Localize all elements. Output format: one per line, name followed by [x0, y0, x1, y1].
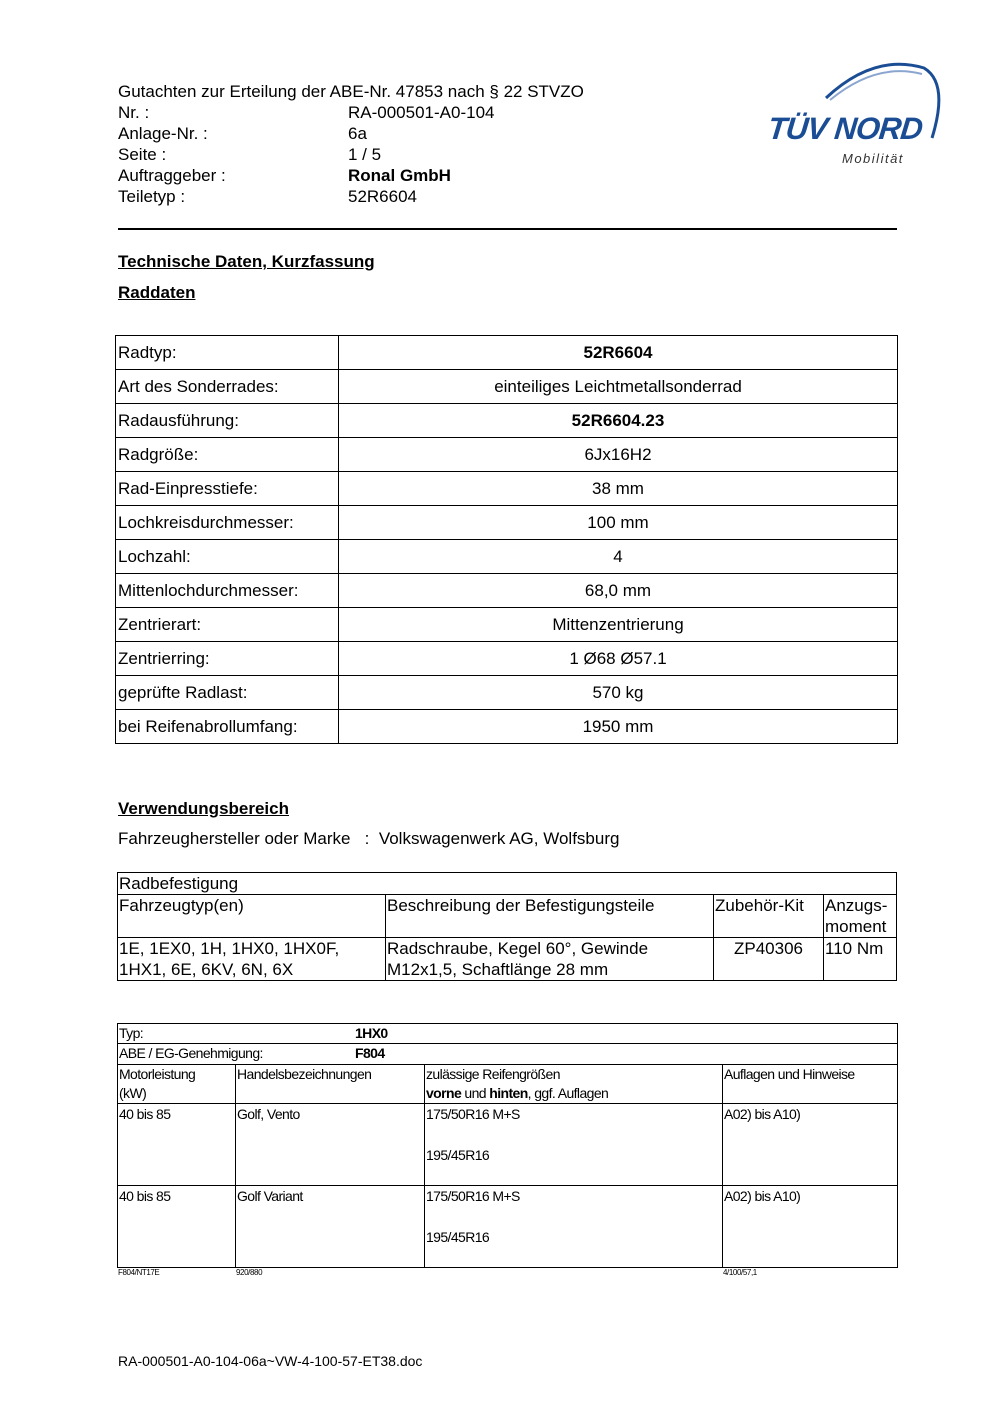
manufacturer-line [118, 829, 619, 849]
mount-types-line1: 1E, 1EX0, 1H, 1HX0, 1HX0F, [119, 939, 340, 958]
header-row-teiletyp [118, 186, 584, 207]
section-raddaten: Raddaten [118, 283, 196, 302]
table-row [116, 336, 898, 370]
wheel-label: Zentrierart: [116, 608, 339, 642]
wheel-value: einteiliges Leichtmetallsonderrad [339, 370, 898, 404]
wheel-label: Lochzahl: [116, 540, 339, 574]
type-value: 1HX0 [355, 1025, 388, 1041]
manufacturer-value: Volkswagenwerk AG, Wolfsburg [378, 829, 620, 848]
table-row [116, 472, 898, 506]
table-row [118, 1104, 898, 1186]
header-divider [118, 228, 897, 230]
table-row [116, 608, 898, 642]
header-key: Anlage-Nr. : [118, 124, 208, 143]
row-tyre2: 195/45R16 [426, 1147, 490, 1163]
table-row [116, 540, 898, 574]
header-reifen-line2 [426, 1084, 721, 1103]
wheel-label: geprüfte Radlast: [116, 676, 339, 710]
wheel-value: 100 mm [339, 506, 898, 540]
wheel-label: Rad-Einpresstiefe: [116, 472, 339, 506]
header-value: 6a [348, 124, 367, 143]
wheel-label: Lochkreisdurchmesser: [116, 506, 339, 540]
code-4100: 4/100/57,1 [723, 1268, 757, 1277]
table-row [116, 506, 898, 540]
wheel-label: Mittenlochdurchmesser: [116, 574, 339, 608]
header-row-auftraggeber [118, 165, 584, 186]
code-920: 920/880 [236, 1268, 263, 1277]
row-notes: A02) bis A10) [723, 1104, 898, 1186]
wheel-label: Zentrierring: [116, 642, 339, 676]
document-header [118, 81, 584, 207]
wheel-value: 52R6604 [339, 336, 898, 370]
mount-desc [386, 938, 714, 981]
wheel-value: 4 [339, 540, 898, 574]
mount-header-torque-line1: Anzugs- [825, 896, 888, 915]
header-key: Auftraggeber : [118, 166, 226, 185]
mount-desc-line2: M12x1,5, Schaftlänge 28 mm [387, 960, 609, 979]
wheel-label: Radausführung: [116, 404, 339, 438]
wheel-value: 570 kg [339, 676, 898, 710]
mount-types [118, 938, 386, 981]
row-notes: A02) bis A10) [723, 1186, 898, 1268]
wheel-value: 68,0 mm [339, 574, 898, 608]
header-motor [118, 1065, 236, 1104]
wheel-value: 1950 mm [339, 710, 898, 744]
header-reifen-hinten: hinten [489, 1085, 528, 1101]
header-row-anlage [118, 123, 584, 144]
manufacturer-label: Fahrzeughersteller oder Marke [118, 829, 351, 848]
row-tyres [425, 1186, 723, 1268]
mount-title: Radbefestigung [118, 873, 897, 895]
table-row [116, 574, 898, 608]
header-handel: Handelsbezeichnungen [236, 1065, 425, 1104]
type-row [118, 1024, 898, 1044]
wheel-mount-table [117, 872, 897, 981]
row-tyres [425, 1104, 723, 1186]
mount-header-torque [824, 895, 897, 938]
type-label: Typ: [119, 1025, 144, 1041]
approval-label: ABE / EG-Genehmigung: [119, 1045, 263, 1061]
header-reifen-und: und [461, 1085, 490, 1101]
wheel-value: Mittenzentrierung [339, 608, 898, 642]
wheel-value: 1 Ø68 Ø57.1 [339, 642, 898, 676]
wheel-label: Radgröße: [116, 438, 339, 472]
table-row [116, 438, 898, 472]
approval-row [118, 1044, 898, 1065]
header-motor-line1: Motorleistung [119, 1066, 196, 1082]
mount-types-line2: 1HX1, 6E, 6KV, 6N, 6X [119, 960, 294, 979]
header-value: RA-000501-A0-104 [348, 103, 495, 122]
file-name-footer: RA-000501-A0-104-06a~VW-4-100-57-ET38.doc [118, 1353, 423, 1369]
wheel-label: bei Reifenabrollumfang: [116, 710, 339, 744]
header-key: Teiletyp : [118, 187, 186, 206]
logo-subtitle: Mobilität [842, 151, 904, 166]
header-key: Seite : [118, 145, 167, 164]
row-tyre1: 175/50R16 M+S [426, 1188, 520, 1204]
wheel-label: Radtyp: [116, 336, 339, 370]
table-row [116, 370, 898, 404]
section-verwendungsbereich: Verwendungsbereich [118, 799, 289, 818]
wheel-value: 52R6604.23 [339, 404, 898, 438]
wheel-data-table [115, 335, 898, 744]
tuev-nord-logo [764, 58, 944, 173]
header-reifen [425, 1065, 723, 1104]
approval-value: F804 [355, 1045, 385, 1061]
header-reifen-vorne: vorne [426, 1085, 462, 1101]
row-name: Golf, Vento [236, 1104, 425, 1186]
code-f804: F804/NT17E [118, 1268, 160, 1277]
wheel-value: 38 mm [339, 472, 898, 506]
mount-header-torque-line2: moment [825, 917, 887, 936]
logo-brand: TÜV NORD [766, 111, 924, 146]
header-auflagen: Auflagen und Hinweise [723, 1065, 898, 1104]
row-kw: 40 bis 85 [118, 1104, 236, 1186]
manufacturer-sep: : [364, 829, 370, 848]
header-value: Ronal GmbH [348, 166, 451, 185]
vehicle-type-table [117, 1023, 898, 1268]
mount-kit: ZP40306 [714, 938, 824, 981]
table-row [116, 676, 898, 710]
header-row-seite [118, 144, 584, 165]
header-title: Gutachten zur Erteilung der ABE-Nr. 47853 nach § 22 STVZO [118, 82, 584, 101]
row-tyre2: 195/45R16 [426, 1229, 490, 1245]
mount-desc-line1: Radschraube, Kegel 60°, Gewinde [387, 939, 649, 958]
row-tyre1: 175/50R16 M+S [426, 1106, 520, 1122]
section-technische-daten: Technische Daten, Kurzfassung [118, 252, 375, 271]
mount-torque: 110 Nm [824, 938, 897, 981]
mount-header-types: Fahrzeugtyp(en) [118, 895, 386, 938]
mount-header-kit: Zubehör-Kit [714, 895, 824, 938]
row-kw: 40 bis 85 [118, 1186, 236, 1268]
header-row-nr [118, 102, 584, 123]
header-value: 52R6604 [348, 187, 418, 206]
wheel-label: Art des Sonderrades: [116, 370, 339, 404]
header-motor-line2: (kW) [119, 1085, 147, 1101]
table-row [116, 404, 898, 438]
wheel-value: 6Jx16H2 [339, 438, 898, 472]
header-reifen-line1: zulässige Reifengrößen [426, 1066, 560, 1082]
header-value: 1 / 5 [348, 145, 382, 164]
table-row [116, 642, 898, 676]
row-name: Golf Variant [236, 1186, 425, 1268]
header-key: Nr. : [118, 103, 150, 122]
mount-header-desc: Beschreibung der Befestigungsteile [386, 895, 714, 938]
table-row [116, 710, 898, 744]
table-row [118, 1186, 898, 1268]
header-reifen-rest: , ggf. Auflagen [527, 1085, 609, 1101]
